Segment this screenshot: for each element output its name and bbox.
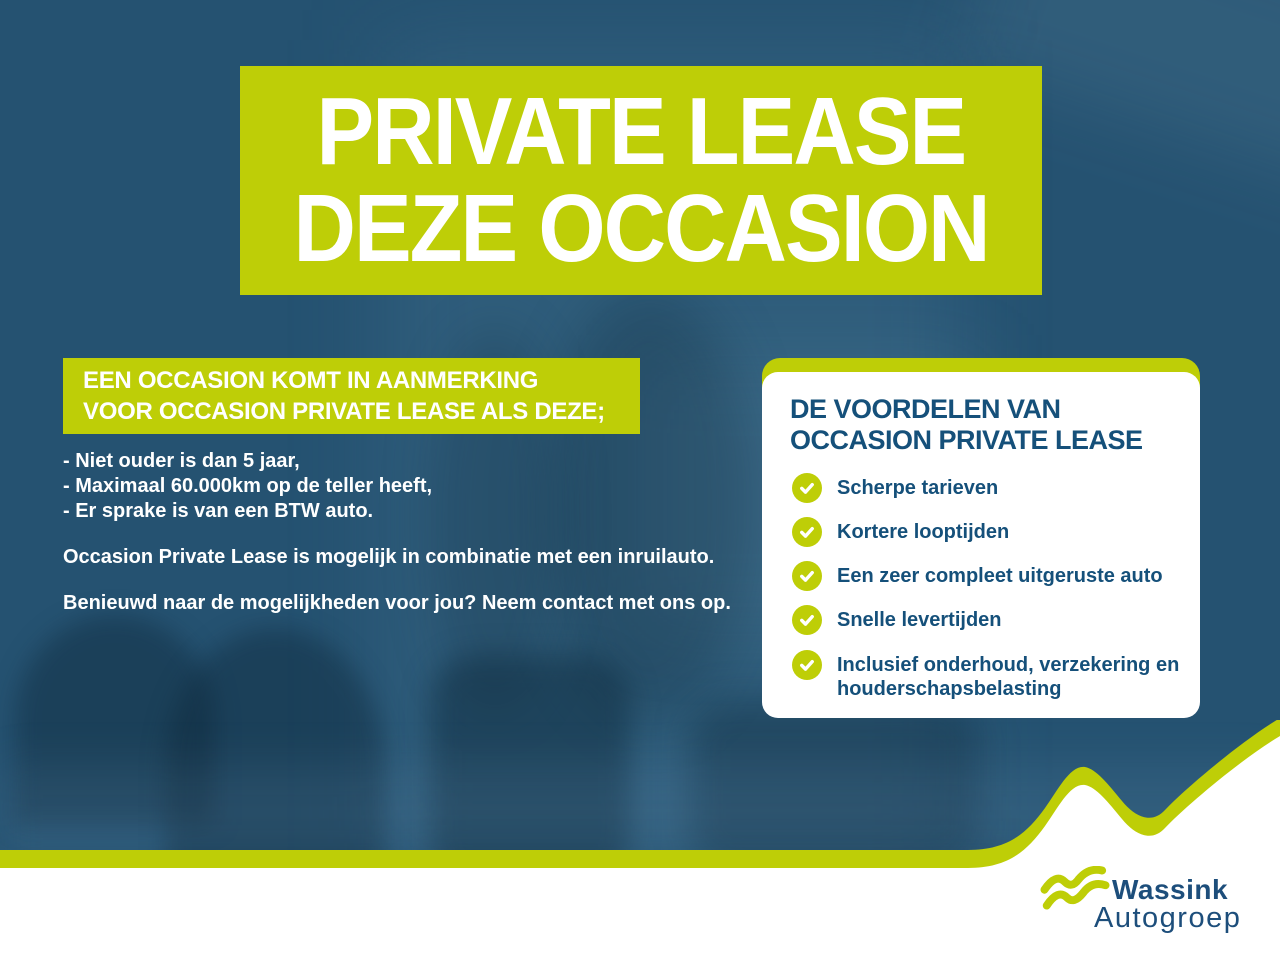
list-item: - Maximaal 60.000km op de teller heeft, <box>63 475 433 497</box>
benefits-title <box>790 394 1143 456</box>
benefit-label: Snelle levertijden <box>837 609 1002 631</box>
benefit-row <box>792 605 1002 635</box>
contact-note: Benieuwd naar de mogelijkheden voor jou? Neem contact met ons op. <box>63 592 731 614</box>
list-item: - Niet ouder is dan 5 jaar, <box>63 450 300 472</box>
check-icon <box>792 650 822 680</box>
title-line-1: PRIVATE LEASE <box>316 78 966 185</box>
check-icon <box>792 605 822 635</box>
benefit-row <box>792 473 998 503</box>
trade-in-note: Occasion Private Lease is mogelijk in combinatie met een inruilauto. <box>63 546 715 568</box>
background-photo-shape <box>545 290 755 720</box>
title-banner <box>240 66 1042 295</box>
criteria-heading-line-2: VOOR OCCASION PRIVATE LEASE ALS DEZE; <box>83 398 605 425</box>
benefit-label: Inclusief onderhoud, verzekering en houderschapsbelasting <box>837 654 1180 700</box>
check-icon <box>792 561 822 591</box>
benefit-row <box>792 561 1163 591</box>
logo-wordmark-primary: Wassink <box>1112 874 1229 905</box>
logo-wordmark-secondary: Autogroep <box>1094 902 1242 934</box>
criteria-heading-line-1: EEN OCCASION KOMT IN AANMERKING <box>83 367 539 394</box>
check-icon <box>792 473 822 503</box>
criteria-heading <box>63 358 640 434</box>
criteria-list <box>63 449 432 524</box>
list-item: - Er sprake is van een BTW auto. <box>63 500 374 522</box>
benefit-label: Scherpe tarieven <box>837 477 999 499</box>
benefits-title-line-1: DE VOORDELEN VAN <box>790 394 1061 424</box>
title-line-2: DEZE OCCASION <box>293 175 989 282</box>
check-icon <box>792 517 822 547</box>
benefit-row <box>792 650 1182 701</box>
benefits-card <box>762 372 1200 718</box>
footer-wave <box>0 720 1280 960</box>
benefit-label: Kortere looptijden <box>837 521 1010 543</box>
benefit-row <box>792 517 1009 547</box>
benefit-label: Een zeer compleet uitgeruste auto <box>837 565 1163 587</box>
benefits-title-line-2: OCCASION PRIVATE LEASE <box>790 425 1143 455</box>
